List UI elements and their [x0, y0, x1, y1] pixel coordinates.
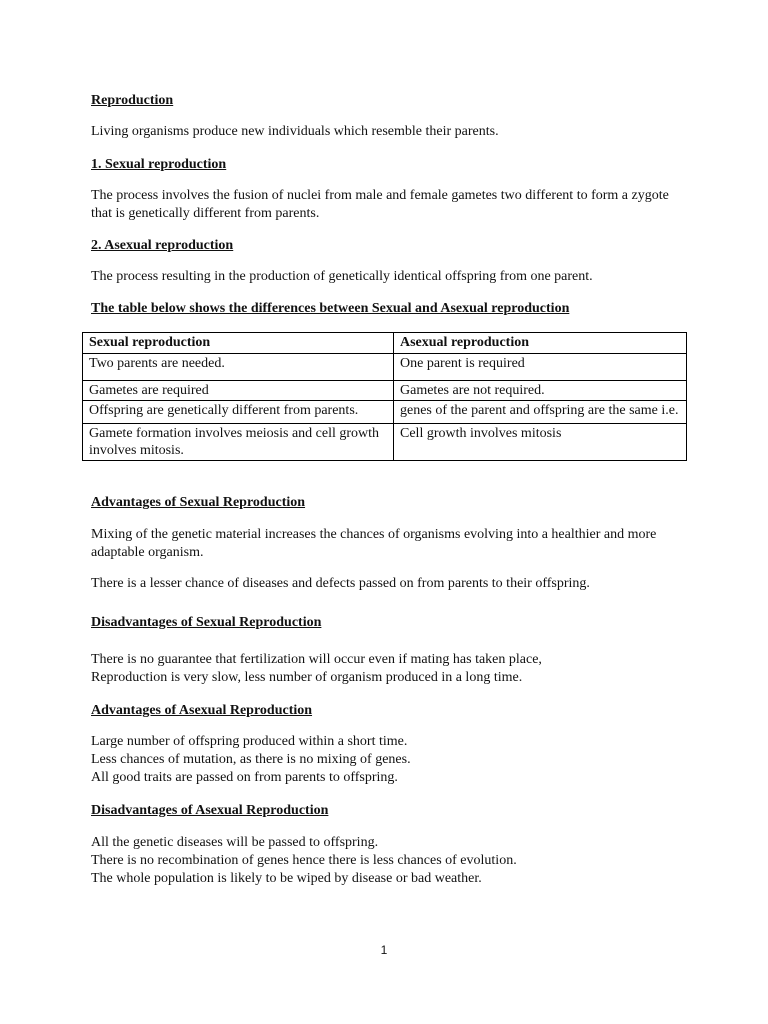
table-row: [83, 401, 687, 424]
sexual-heading: 1. Sexual reproduction: [91, 157, 227, 172]
table-cell: Offspring are genetically different from parents.: [83, 401, 394, 424]
adv-sexual-paragraph-2: There is a lesser chance of diseases and defects passed on from parents to their offspring.: [91, 576, 590, 591]
disadv-sexual-line: Reproduction is very slow, less number of organism produced in a long time.: [91, 670, 523, 685]
table-cell: Two parents are needed.: [83, 354, 394, 381]
table-cell: Gametes are required: [83, 381, 394, 401]
table-row: [83, 381, 687, 401]
table-cell: Gamete formation involves meiosis and cell growth involves mitosis.: [83, 424, 394, 461]
sexual-paragraph: [91, 187, 681, 223]
table-cell: One parent is required: [394, 354, 687, 381]
adv-asexual-line: Less chances of mutation, as there is no mixing of genes.: [91, 752, 411, 767]
table-header-row: [83, 333, 687, 354]
disadv-asexual-line: The whole population is likely to be wiped by disease or bad weather.: [91, 871, 482, 886]
table-header: Asexual reproduction: [394, 333, 687, 354]
adv-sexual-line: Mixing of the genetic material increases the chances of organisms evolving into a healthier and more: [91, 527, 657, 542]
asexual-heading: 2. Asexual reproduction: [91, 238, 234, 253]
disadv-asexual-line: All the genetic diseases will be passed to offspring.: [91, 835, 379, 850]
asexual-paragraph: The process resulting in the production of genetically identical offspring from one parent.: [91, 269, 593, 284]
adv-sexual-heading: Advantages of Sexual Reproduction: [91, 495, 306, 510]
table-cell: Cell growth involves mitosis: [394, 424, 687, 461]
intro-paragraph: Living organisms produce new individuals which resemble their parents.: [91, 124, 499, 139]
table-caption: The table below shows the differences between Sexual and Asexual reproduction: [91, 301, 570, 316]
disadv-sexual-heading: Disadvantages of Sexual Reproduction: [91, 615, 322, 630]
document-title: Reproduction: [91, 93, 174, 108]
disadv-asexual-paragraph: [91, 834, 681, 888]
table-cell: genes of the parent and offspring are the same i.e.: [394, 401, 687, 424]
disadv-asexual-heading: Disadvantages of Asexual Reproduction: [91, 803, 329, 818]
adv-asexual-line: All good traits are passed on from parents to offspring.: [91, 770, 398, 785]
adv-sexual-line: adaptable organism.: [91, 545, 204, 560]
disadv-asexual-line: There is no recombination of genes hence there is less chances of evolution.: [91, 853, 517, 868]
table-row: [83, 354, 687, 381]
disadv-sexual-paragraph: [91, 651, 681, 687]
table-header: Sexual reproduction: [83, 333, 394, 354]
adv-asexual-heading: Advantages of Asexual Reproduction: [91, 703, 313, 718]
sexual-line: The process involves the fusion of nuclei from male and female gametes two different to form a zygote: [91, 188, 669, 203]
sexual-line: that is genetically different from parents.: [91, 206, 320, 221]
adv-asexual-line: Large number of offspring produced within a short time.: [91, 734, 408, 749]
adv-asexual-paragraph: [91, 733, 681, 787]
table-row: [83, 424, 687, 461]
adv-sexual-paragraph: [91, 526, 681, 562]
table-cell: Gametes are not required.: [394, 381, 687, 401]
comparison-table: [82, 332, 687, 461]
page-number: 1: [380, 943, 388, 957]
disadv-sexual-line: There is no guarantee that fertilization will occur even if mating has taken place,: [91, 652, 542, 667]
